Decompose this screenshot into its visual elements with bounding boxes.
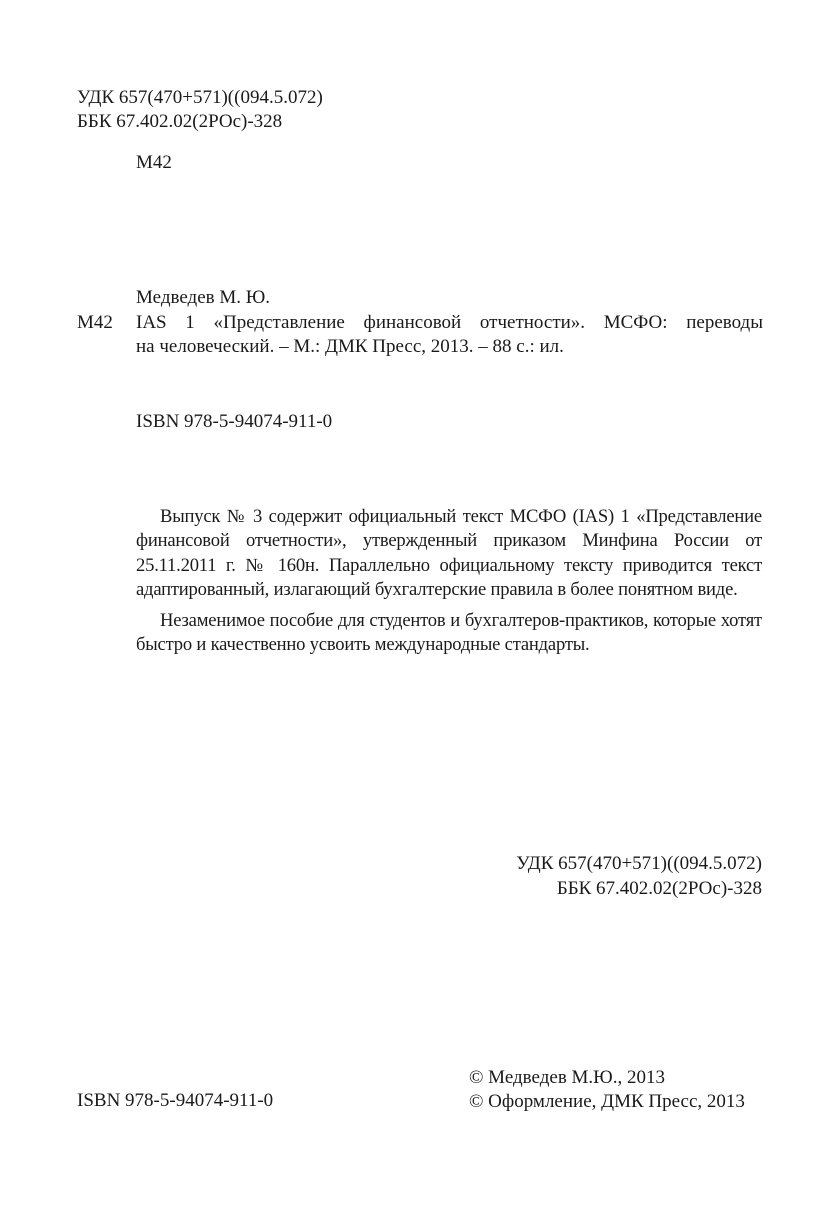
bbk-code-bottom: ББК 67.402.02(2РОс)-328: [556, 878, 762, 899]
author-mark: М42: [77, 312, 113, 333]
isbn-bottom: ISBN 978-5-94074-911-0: [77, 1090, 274, 1111]
annotation-paragraph-2: Незаменимое пособие для студентов и бухгалтеров-практиков, которые хотят быстро и качественно усвоить международные стандарты.: [136, 610, 762, 656]
bbk-code: ББК 67.402.02(2РОс)-328: [77, 111, 283, 132]
title-line-1: IAS 1 «Представление финансовой отчетности». МСФО: переводы: [136, 312, 763, 333]
title-line-2: на человеческий. – М.: ДМК Пресс, 2013. – 88 с.: ил.: [136, 336, 564, 357]
udk-code-bottom: УДК 657(470+571)((094.5.072): [516, 853, 762, 874]
author-name: Медведев М. Ю.: [136, 287, 271, 308]
classification-codes-top: [77, 86, 323, 134]
udk-code: УДК 657(470+571)((094.5.072): [77, 87, 323, 108]
annotation-paragraph-1: Выпуск № 3 содержит официальный текст МСФО (IAS) 1 «Представление финансовой отчетности», утвержденный приказом Минфина России от 25.11.2011 г. № 160н. Параллельно официальному тексту приводится текст адаптированный, излагающий бухгалтерские правила в более понятном виде.: [136, 506, 762, 600]
bibliographic-description: [136, 311, 763, 359]
copyright-block: [469, 1066, 745, 1114]
author-mark-top: М42: [136, 152, 172, 173]
classification-codes-bottom: [516, 852, 762, 902]
copyright-author: © Медведев М.Ю., 2013: [469, 1067, 665, 1088]
copyright-design: © Оформление, ДМК Пресс, 2013: [469, 1091, 745, 1112]
isbn-top: ISBN 978-5-94074-911-0: [136, 411, 333, 432]
annotation: [136, 505, 762, 658]
